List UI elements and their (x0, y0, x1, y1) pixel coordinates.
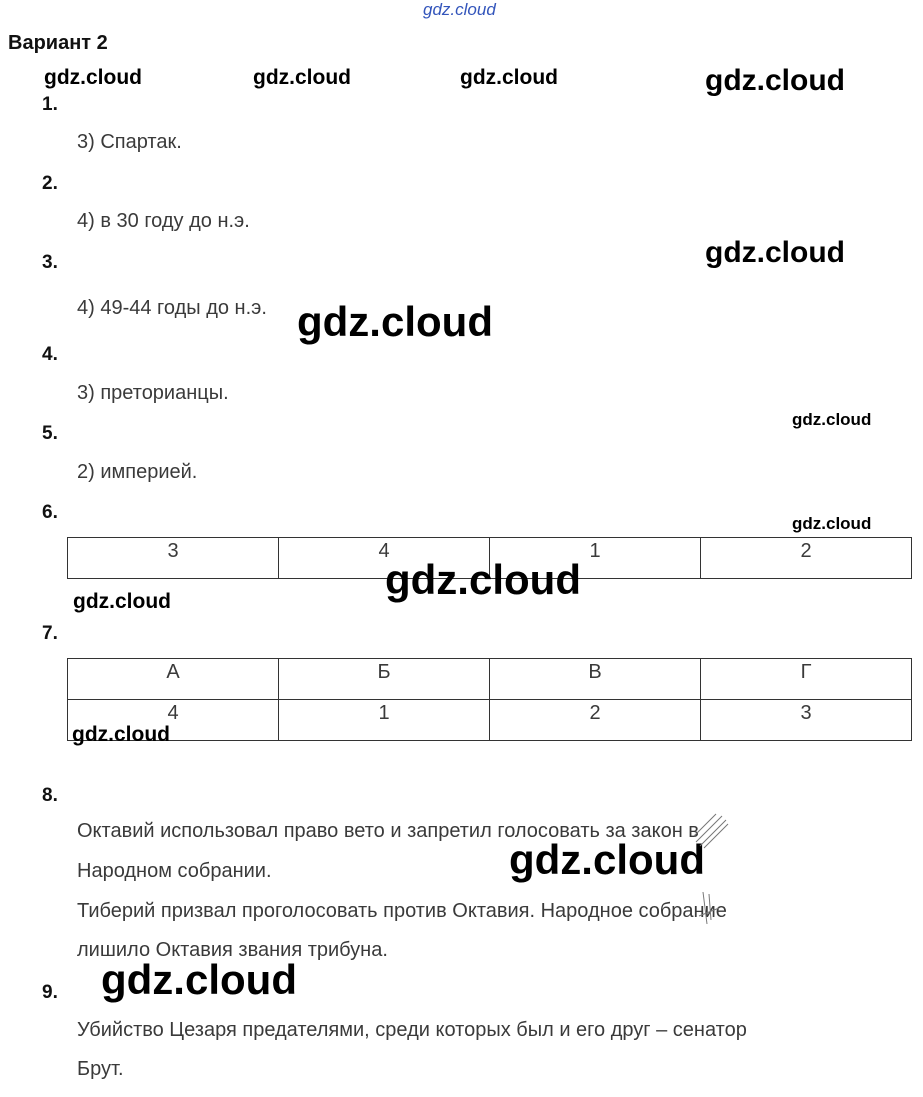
watermark: gdz.cloud (792, 410, 872, 429)
answer-line: Убийство Цезаря предателями, среди которых был и его друг – сенатор (77, 1019, 747, 1041)
question-number: 2. (42, 173, 58, 194)
table-header-cell: А (68, 659, 279, 700)
answer-line: Народном собрании. (77, 860, 272, 882)
answer-line: Октавий использовал право вето и запретил голосовать за закон в (77, 820, 699, 842)
table-cell: 1 (490, 538, 701, 579)
watermark: gdz.cloud (792, 514, 872, 533)
answer-text: 4) в 30 году до н.э. (77, 210, 250, 232)
watermark: gdz.cloud (705, 64, 845, 97)
table-row (68, 700, 912, 741)
table-cell: 2 (490, 700, 701, 741)
scribble-mark (695, 888, 725, 928)
answer-table-7 (67, 658, 912, 741)
table-cell: 1 (279, 700, 490, 741)
answer-text: 3) Спартак. (77, 131, 182, 153)
table-cell: 3 (701, 700, 912, 741)
answer-line: Тиберий призвал проголосовать против Октавия. Народное собрание (77, 900, 727, 922)
answer-line: Брут. (77, 1058, 124, 1080)
question-number: 7. (42, 623, 58, 644)
scribble-mark (692, 812, 732, 852)
answer-text: 3) преторианцы. (77, 382, 229, 404)
watermark: gdz.cloud (297, 298, 493, 345)
answer-line: лишило Октавия звания трибуна. (77, 939, 388, 961)
watermark: gdz.cloud (72, 723, 170, 746)
table-cell: 2 (701, 538, 912, 579)
table-header-cell: Г (701, 659, 912, 700)
page-title: Вариант 2 (8, 32, 108, 54)
watermark: gdz.cloud (460, 66, 558, 89)
table-header-cell: Б (279, 659, 490, 700)
question-number: 8. (42, 785, 58, 806)
question-number: 4. (42, 344, 58, 365)
table-cell: 3 (68, 538, 279, 579)
watermark: gdz.cloud (253, 66, 351, 89)
table-cell: 4 (68, 700, 279, 741)
table-cell: 4 (279, 538, 490, 579)
watermark: gdz.cloud (509, 836, 705, 883)
watermark: gdz.cloud (73, 590, 171, 613)
watermark-top: gdz.cloud (423, 0, 496, 19)
question-number: 9. (42, 982, 58, 1003)
watermark: gdz.cloud (705, 236, 845, 269)
answer-text: 4) 49-44 годы до н.э. (77, 297, 267, 319)
question-number: 5. (42, 423, 58, 444)
question-number: 3. (42, 252, 58, 273)
watermark: gdz.cloud (44, 66, 142, 89)
question-number: 1. (42, 94, 58, 115)
question-number: 6. (42, 502, 58, 523)
table-header-cell: В (490, 659, 701, 700)
table-row (68, 659, 912, 700)
watermark: gdz.cloud (101, 956, 297, 1003)
answer-text: 2) империей. (77, 461, 198, 483)
watermark: gdz.cloud (385, 556, 581, 603)
